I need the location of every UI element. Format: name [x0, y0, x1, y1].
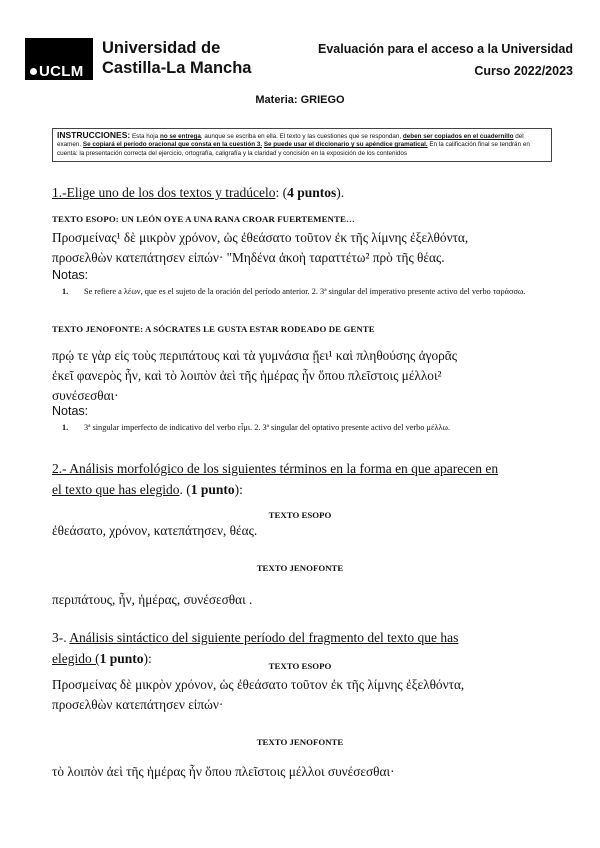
q2-jenofonte-terms: περιπάτους, ἦν, ἡμέρας, συνέσεσθαι .	[52, 592, 253, 607]
q2-esopo-title: TEXTO ESOPO	[268, 510, 332, 520]
q3-jenofonte-title: TEXTO JENOFONTE	[256, 737, 344, 747]
q2-jenofonte-title: TEXTO JENOFONTE	[256, 563, 344, 573]
jenofonte-notes-label: Notas:	[52, 404, 89, 418]
q2-esopo-terms: ἐθεάσατο, χρόνον, κατεπάτησεν, θέας.	[52, 523, 258, 538]
jenofonte-text: πρῴ τε γὰρ εἰς τοὺς περιπάτους καὶ τὰ γυμνάσια ᾔει¹ καὶ πληθούσης ἀγορᾶς ἐκεῖ φανερὸς ἦν, καὶ τὸ λοιπὸν ἀεὶ τῆς ἡμέρας ἦν ὅπου πλεῖστοις μέλλοι² συνέσεσθαι·	[52, 348, 457, 403]
exam-header	[318, 38, 573, 82]
uclm-logo-text: UCLM	[30, 63, 84, 80]
logo-emblem-icon	[30, 68, 37, 75]
university-name: Universidad de Castilla-La Mancha	[102, 39, 252, 77]
question-1: 1.-Elige uno de los dos textos y tradúcelo: (4 puntos).	[52, 185, 345, 200]
exam-course: Curso 2022/2023	[474, 64, 573, 78]
q3-esopo-text: Προσμείνας δὲ μικρὸν χρόνον, ὡς ἐθεάσατο τοῦτον ἐκ τῆς λίμνης ἐξελθόντα, προσελθὼν κατεπάτησεν εἰπών·	[52, 677, 465, 712]
q3-jenofonte-text: τὸ λοιπὸν ἀεὶ τῆς ἡμέρας ἦν ὅπου πλεῖστοις μέλλοι συνέσεσθαι·	[52, 764, 395, 779]
esopo-note: 1. Se refiere a λέων, que es el sujeto de la oración del período anterior. 2. 3ª singular del imperativo presente activo del verbo ταράσσω.	[62, 287, 526, 296]
question-3: 3-. Análisis sintáctico del siguiente período del fragmento del texto que has elegido (1 punto):	[52, 630, 459, 666]
jenofonte-title: TEXTO JENOFONTE: A SÓCRATES LE GUSTA ESTAR RODEADO DE GENTE	[52, 324, 375, 334]
question-2: 2.- Análisis morfológico de los siguientes términos en la forma en que aparecen en el texto que has elegido. (1 punto):	[52, 461, 499, 497]
instructions-box: INSTRUCCIONES: Esta hoja no se entrega, aunque se escriba en ella. El texto y las cuestiones que se respondan, deben ser copiados en el cuadernillo del examen. Se copiará el período oracional que consta en la cuestión 3. Se puede usar el diccionario y su apéndice gramatical. En la calificación final se tendrán en cuenta: la presentación correcta del ejercicio, ortografía, caligrafía y la claridad y concisión en la exposición de los contenidos	[52, 128, 552, 162]
esopo-title: TEXTO ESOPO: UN LEÓN OYE A UNA RANA CROAR FUERTEMENTE…	[52, 214, 355, 224]
exam-title: Evaluación para el acceso a la Universidad	[318, 42, 573, 56]
q3-esopo-title: TEXTO ESOPO	[268, 661, 332, 671]
subject-title: Materia: GRIEGO	[255, 94, 345, 106]
esopo-notes-label: Notas:	[52, 268, 89, 282]
jenofonte-note: 1. 3ª singular imperfecto de indicativo del verbo εἶμι. 2. 3ª singular del optativo presente activo del verbo μέλλω.	[62, 423, 451, 432]
esopo-text: Προσμείνας¹ δὲ μικρὸν χρόνον, ὡς ἐθεάσατο τοῦτον ἐκ τῆς λίμνης ἐξελθόντα, προσελθὼν κατεπάτησεν εἰπών· "Μηδένα ἀκοὴ ταραττέτω² πρὸ τῆς θέας.	[52, 230, 469, 265]
